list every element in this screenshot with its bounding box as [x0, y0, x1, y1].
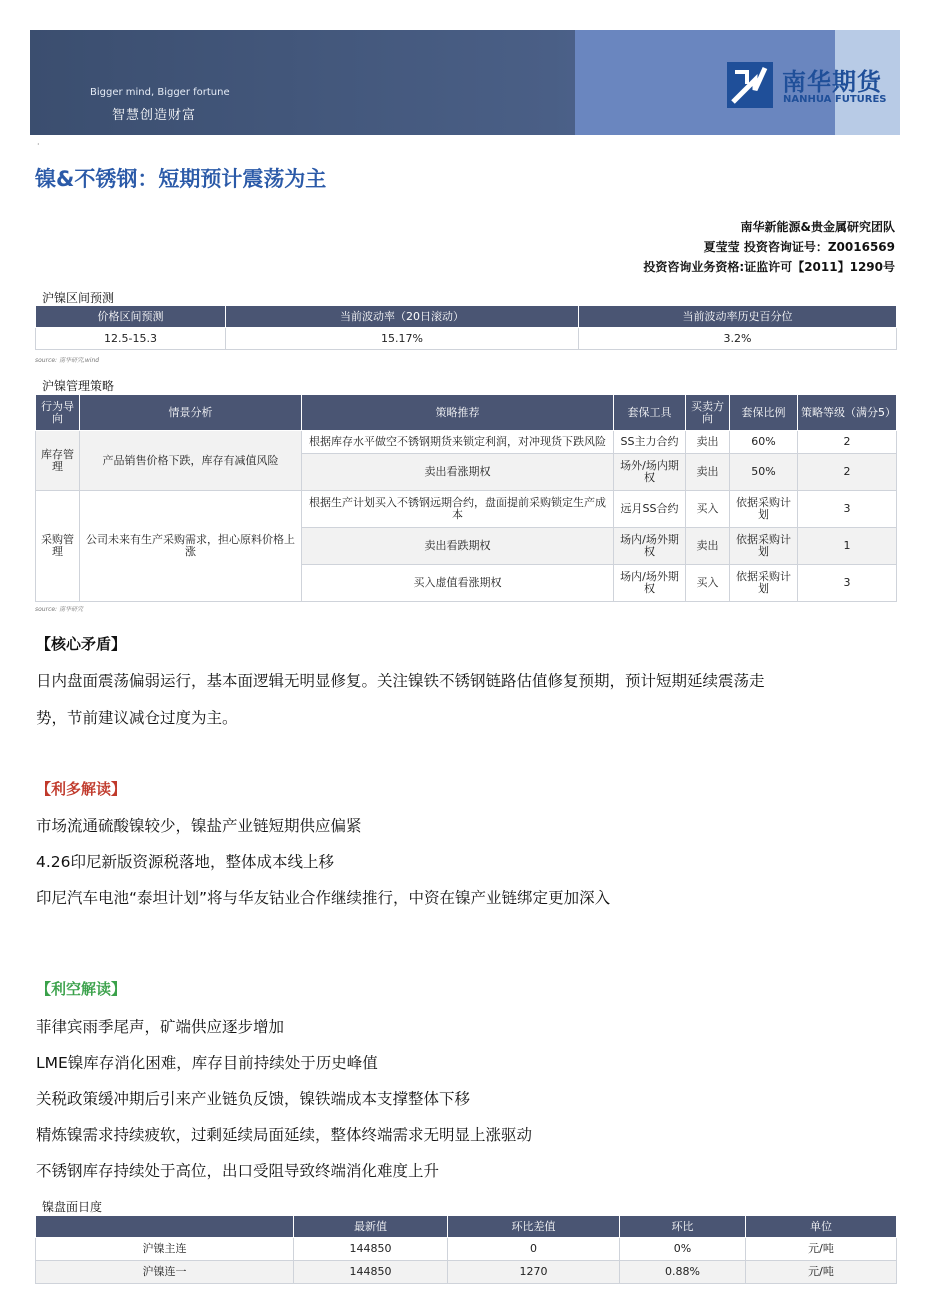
separator-dot: · — [37, 140, 40, 149]
strategy-cell: 根据库存水平做空不锈钢期货来锁定利润，对冲现货下跌风险 — [302, 431, 614, 454]
level-cell: 2 — [798, 454, 897, 491]
daily-header: 单位 — [746, 1216, 897, 1238]
level-cell: 2 — [798, 431, 897, 454]
bear-item: 不锈钢库存持续处于高位，出口受阻导致终端消化难度上升 — [36, 1162, 440, 1180]
logo-text-en: NANHUA FUTURES — [783, 94, 887, 105]
scenario-cell: 产品销售价格下跌，库存有减值风险 — [80, 431, 302, 491]
strategy-header: 策略推荐 — [302, 395, 614, 431]
core-heading: 【核心矛盾】 — [36, 635, 127, 653]
direction-cell: 买入 — [686, 565, 730, 602]
range-cell: 3.2% — [579, 328, 897, 350]
author-license: 投资咨询业务资格:证监许可【2011】1290号 — [643, 260, 895, 274]
strategy-header: 套保比例 — [730, 395, 798, 431]
nanhua-logo-icon — [725, 60, 775, 110]
daily-cell: 元/吨 — [746, 1238, 897, 1261]
level-cell: 3 — [798, 491, 897, 528]
ratio-cell: 50% — [730, 454, 798, 491]
orientation-cell: 库存管理 — [36, 431, 80, 491]
bear-item: 关税政策缓冲期后引来产业链负反馈，镍铁端成本支撑整体下移 — [36, 1090, 471, 1108]
range-table — [35, 305, 897, 350]
author-team: 南华新能源&贵金属研究团队 — [740, 220, 895, 234]
strategy-header: 策略等级（满分5） — [798, 395, 897, 431]
tool-cell: 场外/场内期权 — [614, 454, 686, 491]
daily-table — [35, 1215, 897, 1284]
direction-cell: 卖出 — [686, 528, 730, 565]
direction-cell: 卖出 — [686, 431, 730, 454]
bear-item: 菲律宾雨季尾声，矿端供应逐步增加 — [36, 1018, 285, 1036]
range-header: 价格区间预测 — [36, 306, 226, 328]
orientation-cell: 采购管理 — [36, 491, 80, 602]
strategy-header: 情景分析 — [80, 395, 302, 431]
daily-cell: 144850 — [294, 1238, 448, 1261]
strategy-table — [35, 394, 897, 602]
range-source: source: 南华研究,wind — [35, 357, 100, 364]
daily-cell: 沪镍主连 — [36, 1238, 294, 1261]
direction-cell: 卖出 — [686, 454, 730, 491]
tool-cell: 远月SS合约 — [614, 491, 686, 528]
strategy-cell: 买入虚值看涨期权 — [302, 565, 614, 602]
bull-item: 4.26印尼新版资源税落地，整体成本线上移 — [36, 853, 335, 871]
table-row — [36, 1238, 897, 1261]
bear-item: 精炼镍需求持续疲软，过剩延续局面延续，整体终端需求无明显上涨驱动 — [36, 1126, 533, 1144]
bull-item: 印尼汽车电池“泰坦计划”将与华友钴业合作继续推行，中资在镍产业链绑定更加深入 — [36, 889, 611, 907]
range-cell: 15.17% — [226, 328, 579, 350]
tool-cell: SS主力合约 — [614, 431, 686, 454]
author-analyst: 夏莹莹 投资咨询证号：Z0016569 — [703, 240, 895, 254]
strategy-cell: 根据生产计划买入不锈钢远期合约，盘面提前采购锁定生产成本 — [302, 491, 614, 528]
strategy-header: 套保工具 — [614, 395, 686, 431]
direction-cell: 买入 — [686, 491, 730, 528]
daily-cell: 元/吨 — [746, 1261, 897, 1284]
level-cell: 1 — [798, 528, 897, 565]
core-paragraph-line: 势，节前建议减仓过度为主。 — [36, 709, 238, 727]
strategy-cell: 卖出看跌期权 — [302, 528, 614, 565]
strategy-source: source: 南华研究 — [35, 606, 83, 613]
daily-header — [36, 1216, 294, 1238]
range-table-label: 沪镍区间预测 — [42, 291, 115, 305]
strategy-cell: 卖出看涨期权 — [302, 454, 614, 491]
scenario-cell: 公司未来有生产采购需求，担心原料价格上涨 — [80, 491, 302, 602]
daily-cell: 沪镍连一 — [36, 1261, 294, 1284]
daily-cell: 0.88% — [620, 1261, 746, 1284]
daily-cell: 1270 — [448, 1261, 620, 1284]
range-cell: 12.5-15.3 — [36, 328, 226, 350]
daily-cell: 144850 — [294, 1261, 448, 1284]
daily-cell: 0 — [448, 1238, 620, 1261]
slogan-cn: 智慧创造财富 — [112, 108, 197, 123]
range-header: 当前波动率（20日滚动） — [226, 306, 579, 328]
ratio-cell: 依据采购计划 — [730, 528, 798, 565]
page-title: 镍&不锈钢：短期预计震荡为主 — [35, 167, 327, 191]
header-banner — [30, 30, 900, 135]
strategy-header: 买卖方向 — [686, 395, 730, 431]
core-paragraph-line: 日内盘面震荡偏弱运行，基本面逻辑无明显修复。关注镍铁不锈钢链路估值修复预期，预计短期延续震荡走 — [36, 672, 765, 690]
bull-heading: 【利多解读】 — [36, 780, 127, 798]
slogan-en: Bigger mind, Bigger fortune — [90, 87, 230, 98]
bear-item: LME镍库存消化困难，库存目前持续处于历史峰值 — [36, 1054, 378, 1072]
daily-cell: 0% — [620, 1238, 746, 1261]
ratio-cell: 依据采购计划 — [730, 491, 798, 528]
daily-table-label: 镍盘面日度 — [42, 1200, 103, 1214]
logo-text-cn: 南华期货 — [782, 68, 882, 96]
ratio-cell: 60% — [730, 431, 798, 454]
level-cell: 3 — [798, 565, 897, 602]
table-row — [36, 1261, 897, 1284]
bull-item: 市场流通硫酸镍较少，镍盐产业链短期供应偏紧 — [36, 817, 362, 835]
daily-header: 环比 — [620, 1216, 746, 1238]
range-header: 当前波动率历史百分位 — [579, 306, 897, 328]
ratio-cell: 依据采购计划 — [730, 565, 798, 602]
daily-header: 最新值 — [294, 1216, 448, 1238]
strategy-header: 行为导向 — [36, 395, 80, 431]
tool-cell: 场内/场外期权 — [614, 565, 686, 602]
tool-cell: 场内/场外期权 — [614, 528, 686, 565]
strategy-table-label: 沪镍管理策略 — [42, 379, 115, 393]
daily-header: 环比差值 — [448, 1216, 620, 1238]
bear-heading: 【利空解读】 — [36, 980, 127, 998]
